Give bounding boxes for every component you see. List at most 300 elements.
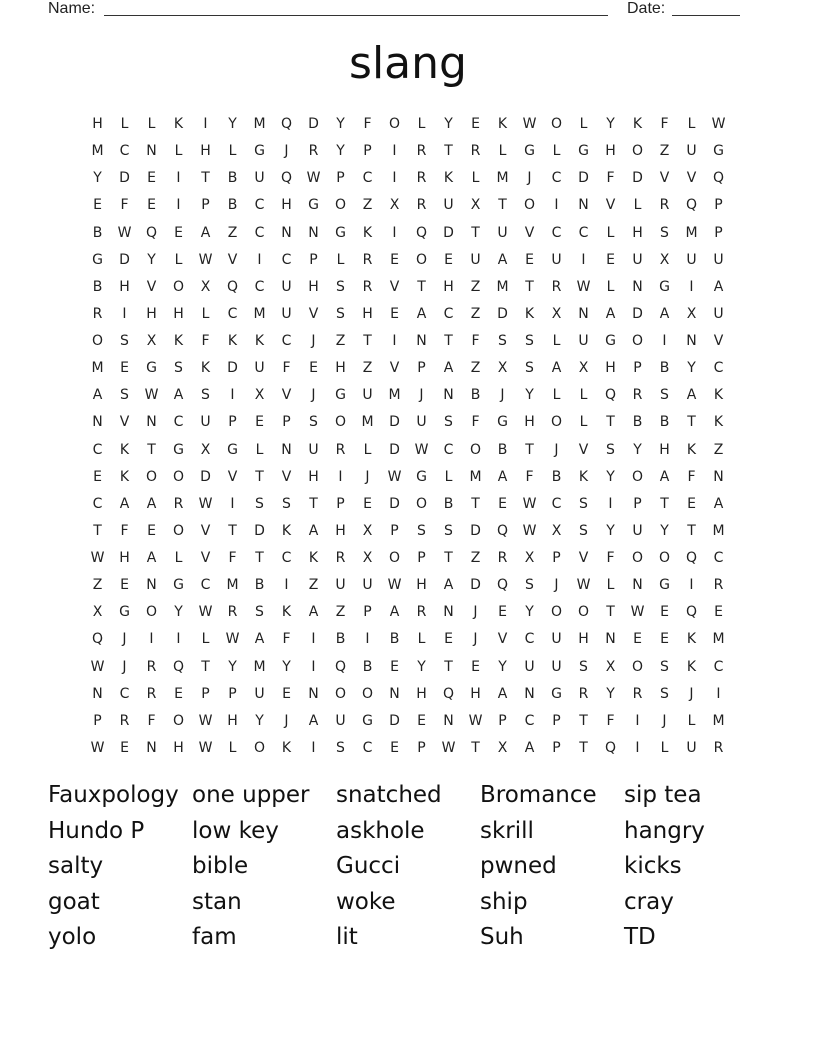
grid-letter: F (120, 522, 129, 539)
grid-letter: T (201, 658, 210, 675)
grid-letter: K (254, 333, 265, 349)
grid-letter: Q (334, 658, 347, 675)
grid-letter: J (554, 441, 559, 458)
grid-letter: P (714, 197, 723, 214)
grid-letter: E (714, 604, 723, 621)
grid-letter: L (363, 441, 372, 458)
grid-letter: R (416, 197, 427, 214)
word-list-item: askhole (336, 817, 425, 844)
grid-letter: P (417, 739, 426, 756)
grid-letter: X (200, 278, 211, 295)
grid-letter: Y (687, 360, 696, 377)
grid-letter: Y (174, 604, 183, 621)
grid-letter: X (362, 550, 373, 566)
grid-letter: K (686, 441, 697, 458)
grid-letter: W (306, 170, 321, 187)
grid-letter: H (416, 577, 427, 594)
grid-letter: M (469, 468, 482, 485)
grid-letter: D (632, 170, 643, 187)
grid-letter: I (716, 685, 721, 702)
grid-letter: T (471, 495, 480, 512)
grid-letter: E (363, 495, 372, 512)
grid-letter: I (311, 658, 316, 675)
grid-letter: M (253, 305, 266, 322)
grid-letter: B (470, 387, 481, 404)
grid-letter: B (659, 360, 670, 377)
grid-letter: T (255, 468, 264, 485)
grid-letter: W (198, 739, 213, 756)
grid-letter: S (498, 333, 507, 349)
grid-letter: W (576, 278, 591, 295)
grid-letter: L (336, 251, 345, 268)
word-list-item: Hundo P (48, 817, 145, 844)
grid-letter: B (659, 414, 670, 431)
grid-letter: K (524, 305, 535, 322)
grid-letter: P (309, 251, 318, 268)
grid-letter: G (227, 441, 238, 458)
grid-letter: H (281, 197, 292, 214)
grid-letter: O (415, 495, 428, 512)
grid-letter: X (389, 197, 400, 214)
word-list-item: low key (192, 817, 279, 844)
grid-letter: S (660, 658, 669, 675)
grid-letter: R (416, 170, 427, 187)
name-blank-line (104, 15, 608, 16)
grid-letter: A (200, 224, 211, 241)
grid-letter: J (122, 631, 127, 648)
grid-letter: Q (685, 197, 698, 214)
grid-letter: J (122, 658, 127, 675)
grid-letter: U (362, 387, 373, 404)
grid-letter: T (201, 170, 210, 187)
grid-letter: P (201, 197, 210, 214)
grid-letter: F (363, 116, 372, 132)
grid-letter: L (552, 143, 561, 160)
grid-letter: E (174, 685, 183, 702)
grid-letter: I (392, 224, 397, 241)
grid-letter: M (712, 712, 725, 729)
grid-letter: E (255, 414, 264, 431)
grid-letter: L (552, 333, 561, 349)
grid-letter: T (309, 495, 318, 512)
grid-letter: E (660, 604, 669, 621)
grid-letter: R (146, 685, 157, 702)
grid-letter: E (444, 251, 453, 268)
grid-letter: T (444, 658, 453, 675)
grid-letter: W (198, 251, 213, 268)
grid-letter: U (686, 143, 697, 160)
grid-letter: V (200, 522, 211, 539)
grid-letter: V (605, 197, 616, 214)
grid-letter: Y (606, 468, 615, 485)
grid-letter: O (631, 550, 644, 566)
grid-letter: U (254, 685, 265, 702)
grid-letter: E (444, 631, 453, 648)
grid-letter: T (606, 414, 615, 431)
grid-letter: Y (228, 116, 237, 132)
grid-letter: G (173, 577, 184, 594)
grid-letter: H (443, 278, 454, 295)
grid-letter: R (713, 739, 724, 756)
grid-letter: S (579, 522, 588, 539)
grid-letter: A (497, 685, 508, 702)
grid-letter: F (228, 550, 237, 566)
grid-letter: N (281, 441, 292, 458)
grid-letter: M (91, 360, 104, 377)
grid-letter: E (417, 712, 426, 729)
grid-letter: O (388, 550, 401, 566)
grid-letter: L (552, 387, 561, 404)
grid-letter: F (525, 468, 534, 485)
date-label: Date: (627, 0, 666, 17)
grid-letter: O (172, 712, 185, 729)
grid-letter: A (443, 360, 454, 377)
grid-letter: Y (93, 170, 102, 187)
grid-letter: O (172, 522, 185, 539)
grid-letter: R (578, 685, 589, 702)
grid-letter: C (227, 305, 238, 322)
grid-letter: I (149, 631, 154, 648)
grid-letter: G (92, 251, 103, 268)
grid-letter: P (201, 685, 210, 702)
grid-letter: T (498, 197, 507, 214)
grid-letter: G (335, 224, 346, 241)
grid-letter: L (147, 116, 156, 132)
grid-letter: T (444, 333, 453, 349)
grid-letter: H (308, 468, 319, 485)
grid-letter: W (441, 739, 456, 756)
grid-letter: Z (227, 224, 238, 241)
grid-letter: A (146, 495, 157, 512)
grid-letter: B (92, 278, 103, 295)
grid-letter: J (311, 387, 316, 404)
grid-letter: U (578, 333, 589, 349)
grid-letter: M (253, 658, 266, 675)
grid-letter: K (119, 468, 130, 485)
grid-letter: P (282, 414, 291, 431)
grid-letter: Q (604, 739, 617, 756)
grid-letter: O (253, 739, 266, 756)
grid-letter: E (120, 739, 129, 756)
grid-letter: V (497, 631, 508, 648)
grid-letter: E (606, 251, 615, 268)
grid-letter: W (630, 604, 645, 621)
word-list-item: salty (48, 853, 104, 879)
grid-letter: Y (606, 522, 615, 539)
grid-letter: L (120, 116, 129, 132)
grid-letter: W (117, 224, 132, 241)
grid-letter: R (146, 658, 157, 675)
grid-letter: S (525, 577, 534, 594)
grid-letter: L (255, 441, 264, 458)
grid-letter: O (91, 333, 104, 349)
grid-letter: W (90, 658, 105, 675)
grid-letter: C (173, 414, 184, 431)
grid-letter: I (392, 170, 397, 187)
grid-letter: S (606, 441, 615, 458)
grid-letter: C (362, 739, 373, 756)
grid-letter: P (93, 712, 102, 729)
grid-letter: I (635, 739, 640, 756)
grid-letter: U (470, 251, 481, 268)
grid-letter: X (686, 305, 697, 322)
grid-letter: O (631, 143, 644, 160)
grid-letter: O (361, 685, 374, 702)
grid-letter: U (551, 251, 562, 268)
grid-letter: Z (470, 305, 481, 322)
grid-letter: B (92, 224, 103, 241)
grid-letter: K (362, 224, 373, 241)
grid-letter: R (632, 685, 643, 702)
grid-letter: H (92, 116, 103, 132)
grid-letter: I (311, 631, 316, 648)
grid-letter: C (200, 577, 211, 594)
grid-letter: G (713, 143, 724, 160)
grid-letter: N (524, 685, 535, 702)
grid-letter: C (551, 224, 562, 241)
grid-letter: T (471, 739, 480, 756)
letter-grid (84, 111, 732, 762)
grid-letter: A (713, 495, 724, 512)
grid-letter: W (468, 712, 483, 729)
grid-letter: V (578, 441, 589, 458)
grid-letter: S (417, 522, 426, 539)
grid-letter: Z (659, 143, 670, 160)
grid-letter: E (147, 197, 156, 214)
grid-letter: U (632, 522, 643, 539)
grid-letter: L (201, 305, 210, 322)
grid-letter: J (473, 631, 478, 648)
grid-letter: R (335, 441, 346, 458)
grid-letter: J (284, 143, 289, 160)
grid-letter: P (363, 143, 372, 160)
grid-letter: C (578, 224, 589, 241)
grid-letter: B (443, 495, 454, 512)
grid-letter: M (496, 278, 509, 295)
grid-letter: I (176, 170, 181, 187)
grid-letter: G (578, 143, 589, 160)
grid-letter: D (254, 522, 265, 539)
grid-letter: U (362, 577, 373, 594)
grid-letter: I (662, 333, 667, 349)
grid-letter: A (551, 360, 562, 377)
word-list-item: snatched (336, 782, 442, 808)
grid-letter: Q (145, 224, 158, 241)
grid-letter: U (686, 251, 697, 268)
grid-letter: F (471, 414, 480, 431)
grid-letter: C (551, 495, 562, 512)
grid-letter: Z (335, 333, 346, 349)
grid-letter: C (92, 495, 103, 512)
grid-letter: I (230, 495, 235, 512)
grid-letter: R (119, 712, 130, 729)
grid-letter: M (253, 116, 266, 132)
grid-letter: S (120, 333, 129, 349)
grid-letter: I (689, 278, 694, 295)
grid-letter: U (254, 360, 265, 377)
grid-letter: P (363, 604, 372, 621)
grid-letter: H (659, 441, 670, 458)
grid-letter: V (686, 170, 697, 187)
grid-letter: S (660, 387, 669, 404)
grid-letter: K (578, 468, 589, 485)
grid-letter: N (146, 739, 157, 756)
grid-letter: L (228, 143, 237, 160)
grid-letter: A (497, 468, 508, 485)
grid-letter: C (254, 197, 265, 214)
grid-letter: L (606, 278, 615, 295)
grid-letter: E (390, 658, 399, 675)
grid-letter: W (414, 441, 429, 458)
grid-letter: K (686, 658, 697, 675)
date-blank-line (672, 15, 740, 16)
word-list-item: TD (624, 924, 656, 950)
grid-letter: R (335, 550, 346, 566)
grid-letter: N (146, 577, 157, 594)
grid-letter: G (659, 577, 670, 594)
grid-letter: U (551, 631, 562, 648)
grid-letter: U (308, 441, 319, 458)
grid-letter: U (551, 658, 562, 675)
grid-letter: S (660, 685, 669, 702)
grid-letter: P (417, 360, 426, 377)
grid-letter: O (415, 251, 428, 268)
grid-letter: W (387, 468, 402, 485)
grid-letter: E (120, 360, 129, 377)
grid-letter: G (605, 333, 616, 349)
grid-letter: N (686, 333, 697, 349)
grid-letter: Q (685, 604, 698, 621)
grid-letter: O (550, 604, 563, 621)
grid-letter: C (524, 712, 535, 729)
grid-letter: H (632, 224, 643, 241)
grid-letter: Y (255, 712, 264, 729)
word-list-item: skrill (480, 817, 534, 844)
grid-letter: T (444, 550, 453, 566)
grid-letter: I (203, 116, 208, 132)
grid-letter: B (227, 197, 238, 214)
grid-letter: O (469, 441, 482, 458)
grid-letter: A (254, 631, 265, 648)
grid-letter: C (443, 441, 454, 458)
grid-letter: T (147, 441, 156, 458)
grid-letter: C (551, 170, 562, 187)
grid-letter: V (227, 251, 238, 268)
grid-letter: C (92, 441, 103, 458)
grid-letter: A (308, 604, 319, 621)
grid-letter: S (174, 360, 183, 377)
grid-letter: T (228, 522, 237, 539)
grid-letter: I (230, 387, 235, 404)
word-list-item: stan (192, 888, 242, 915)
word-list-item: woke (336, 888, 396, 915)
grid-letter: T (579, 739, 588, 756)
grid-letter: D (443, 224, 454, 241)
grid-letter: H (173, 305, 184, 322)
grid-letter: Y (633, 441, 642, 458)
grid-letter: Y (228, 658, 237, 675)
grid-letter: G (335, 387, 346, 404)
grid-letter: D (389, 495, 400, 512)
grid-letter: L (498, 143, 507, 160)
grid-letter: B (389, 631, 400, 648)
grid-letter: C (119, 143, 130, 160)
grid-letter: W (198, 604, 213, 621)
grid-letter: H (524, 414, 535, 431)
grid-letter: X (497, 739, 508, 756)
grid-letter: E (687, 495, 696, 512)
grid-letter: H (605, 143, 616, 160)
grid-letter: I (392, 333, 397, 349)
grid-letter: Q (442, 685, 455, 702)
grid-letter: K (686, 631, 697, 648)
grid-letter: B (632, 414, 643, 431)
grid-letter: Y (606, 685, 615, 702)
grid-letter: P (228, 685, 237, 702)
grid-letter: I (635, 712, 640, 729)
grid-letter: E (120, 577, 129, 594)
grid-letter: H (146, 305, 157, 322)
grid-letter: Q (712, 170, 725, 187)
grid-letter: E (471, 658, 480, 675)
grid-letter: M (91, 143, 104, 160)
grid-letter: U (416, 414, 427, 431)
grid-letter: T (471, 224, 480, 241)
grid-letter: N (281, 224, 292, 241)
grid-letter: N (632, 577, 643, 594)
grid-letter: R (713, 577, 724, 594)
grid-letter: V (308, 305, 319, 322)
grid-letter: V (146, 278, 157, 295)
grid-letter: V (281, 468, 292, 485)
grid-letter: D (470, 577, 481, 594)
grid-letter: J (284, 712, 289, 729)
grid-letter: C (254, 278, 265, 295)
grid-letter: S (120, 387, 129, 404)
grid-letter: G (659, 278, 670, 295)
grid-letter: K (713, 414, 724, 431)
grid-letter: Q (280, 170, 293, 187)
grid-letter: A (389, 604, 400, 621)
grid-letter: D (308, 116, 319, 132)
grid-letter: F (120, 197, 129, 214)
grid-letter: C (254, 224, 265, 241)
grid-letter: Z (470, 360, 481, 377)
grid-letter: Z (470, 550, 481, 566)
grid-letter: N (605, 631, 616, 648)
header (48, 0, 748, 20)
grid-letter: H (578, 631, 589, 648)
grid-letter: I (176, 197, 181, 214)
grid-letter: E (174, 224, 183, 241)
grid-letter: I (608, 495, 613, 512)
grid-letter: I (257, 251, 262, 268)
grid-letter: K (281, 739, 292, 756)
grid-letter: V (281, 387, 292, 404)
grid-letter: L (606, 224, 615, 241)
grid-letter: L (579, 387, 588, 404)
grid-letter: S (660, 224, 669, 241)
grid-letter: K (713, 387, 724, 404)
grid-letter: S (444, 522, 453, 539)
grid-letter: T (255, 550, 264, 566)
grid-letter: R (227, 604, 238, 621)
grid-letter: W (90, 550, 105, 566)
grid-letter: R (416, 143, 427, 160)
grid-letter: E (93, 468, 102, 485)
grid-letter: A (605, 305, 616, 322)
grid-letter: S (336, 739, 345, 756)
